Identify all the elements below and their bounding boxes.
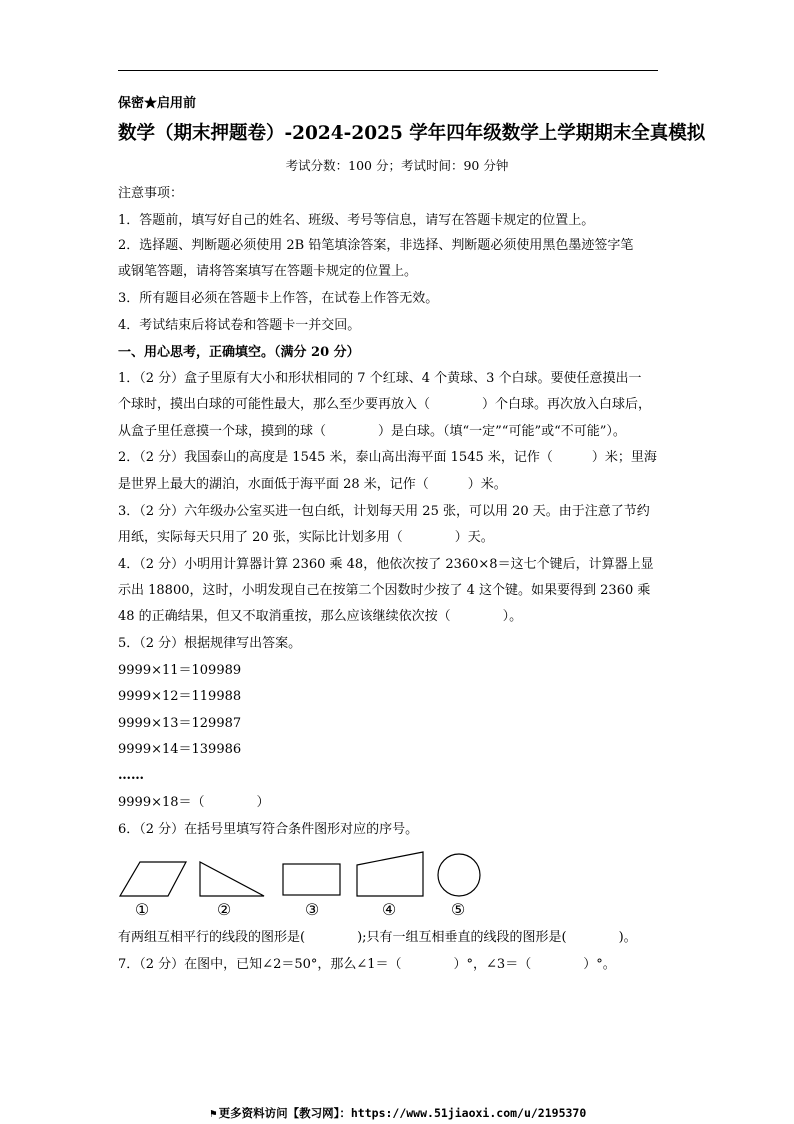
question-1-line: 个球时，摸出白球的可能性最大，那么至少要再放入（ ）个白球。再次放入白球后， — [118, 397, 652, 412]
notes-heading: 注意事项： — [118, 186, 184, 201]
figure-label: ⑤ — [450, 900, 466, 919]
parallelogram-shape — [120, 862, 186, 896]
note-item: 或钢笔答题，请将答案填写在答题卡规定的位置上。 — [118, 264, 418, 279]
circle-shape — [438, 854, 480, 896]
question-3-line: 3．（2 分）六年级办公室买进一包白纸，计划每天用 25 张，可以用 20 天。由于注意了节约 — [118, 504, 650, 519]
question-2-line: 2．（2 分）我国泰山的高度是 1545 米，泰山高出海平面 1545 米，记作（ ）米；里海 — [118, 450, 657, 465]
question-7-line: 7．（2 分）在图中，已知∠2＝50°，那么∠1＝（ ）°，∠3＝（ ）°。 — [118, 957, 616, 972]
note-item: 3．所有题目必须在答题卡上作答，在试卷上作答无效。 — [118, 291, 439, 306]
question-6-stem: 6．（2 分）在括号里填写符合条件图形对应的序号。 — [118, 822, 419, 837]
question-4-line: 4．（2 分）小明用计算器计算 2360 乘 48，他依次按了 2360×8＝这七个键后，计算器上显 — [118, 557, 654, 572]
figure-label: ③ — [304, 900, 320, 919]
section-heading: 一、用心思考，正确填空。（满分 20 分） — [118, 345, 360, 360]
footer-link[interactable] — [210, 1106, 586, 1121]
rectangle-shape — [283, 864, 340, 895]
question-5-stem: 5．（2 分）根据规律写出答案。 — [118, 636, 302, 651]
question-3-line: 用纸，实际每天只用了 20 张，实际比计划多用（ ）天。 — [118, 530, 494, 545]
pattern-ellipsis: …… — [118, 768, 144, 783]
exam-info: 考试分数：100 分；考试时间：90 分钟 — [285, 158, 509, 173]
pattern-question: 9999×18＝（ ） — [118, 795, 270, 810]
figure-label: ② — [216, 900, 232, 919]
header-rule — [118, 70, 658, 71]
note-item: 1．答题前，填写好自己的姓名、班级、考号等信息，请写在答题卡规定的位置上。 — [118, 213, 595, 228]
question-1-line: 1．（2 分）盒子里原有大小和形状相同的 7 个红球、4 个黄球、3 个白球。要使任意摸出一 — [118, 371, 642, 386]
pattern-line: 9999×14＝139986 — [118, 742, 242, 757]
figure-label: ① — [134, 900, 150, 919]
question-4-line: 48 的正确结果，但又不取消重按，那么应该继续依次按（ ）。 — [118, 609, 523, 624]
pattern-line: 9999×11＝109989 — [118, 663, 242, 678]
question-2-line: 是世界上最大的湖泊，水面低于海平面 28 米，记作（ ）米。 — [118, 477, 507, 492]
question-1-line: 从盒子里任意摸一个球，摸到的球（ ）是白球。（填“一定”“可能”或“不可能”）。 — [118, 424, 626, 439]
note-item: 4．考试结束后将试卷和答题卡一并交回。 — [118, 318, 361, 333]
footer-text: 更多资料访问【教习网】：https://www.51jiaoxi.com/u/2195370 — [218, 1106, 587, 1120]
pattern-line: 9999×12＝119988 — [118, 689, 242, 704]
note-item: 2．选择题、判断题必须使用 2B 铅笔填涂答案，非选择、判断题必须使用黑色墨迹签字笔 — [118, 238, 634, 253]
right-triangle-shape — [200, 862, 264, 896]
question-4-line: 示出 18800，这时，小明发现自己在按第二个因数时少按了 4 这个键。如果要得到 2360 乘 — [118, 583, 651, 598]
shapes-drawing — [112, 848, 492, 900]
trapezoid-shape — [357, 852, 423, 896]
pattern-line: 9999×13＝129987 — [118, 716, 242, 731]
page-title: 数学（期末押题卷）-2024-2025 学年四年级数学上学期期末全真模拟 — [118, 123, 706, 144]
figure-label: ④ — [381, 900, 397, 919]
confidential-mark: 保密★启用前 — [118, 96, 197, 111]
flag-icon: ⚑ — [210, 1107, 217, 1120]
question-6-answer-line: 有两组互相平行的线段的图形是( );只有一组互相垂直的线段的图形是( )。 — [118, 930, 637, 945]
shape-figures — [112, 848, 492, 923]
